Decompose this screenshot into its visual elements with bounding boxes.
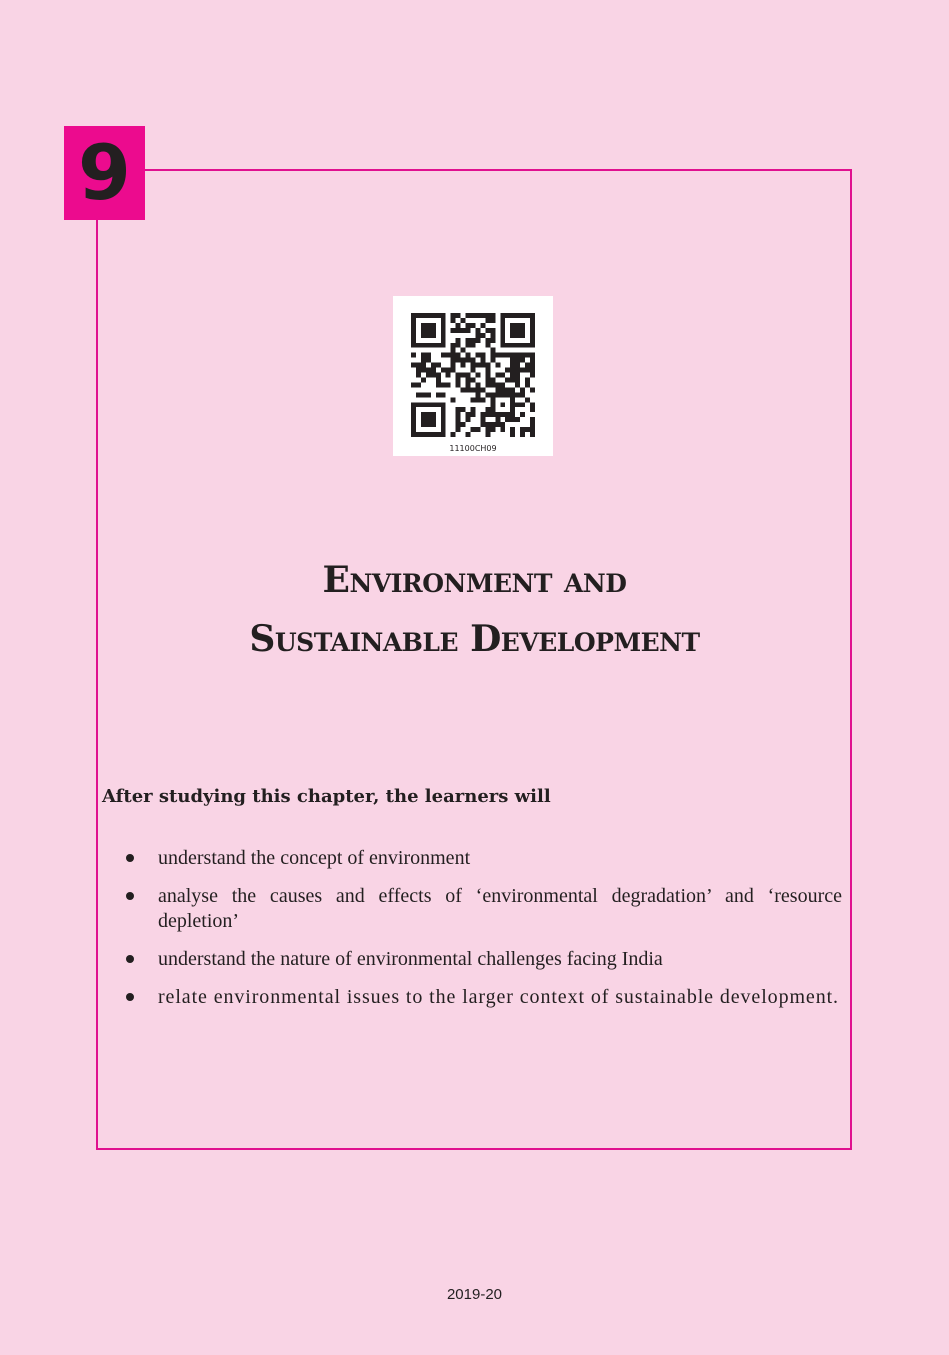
objectives-intro: After studying this chapter, the learners will: [102, 786, 551, 807]
chapter-number: 9: [78, 128, 131, 217]
objective-item: understand the concept of environment: [158, 846, 842, 871]
qr-code-icon: [410, 313, 536, 437]
qr-code-box: [393, 296, 553, 456]
footer-year: 2019-20: [446, 1286, 503, 1303]
qr-code-label: 11100CH09: [449, 444, 497, 453]
chapter-number-badge: [64, 126, 145, 220]
objective-item: analyse the causes and effects of ‘environmental degradation’ and ‘resource depletion’: [158, 885, 842, 932]
chapter-title-line-1: Environment and: [322, 559, 627, 601]
objectives-list: [158, 846, 842, 1023]
objective-item: understand the nature of environmental challenges facing India: [158, 947, 842, 972]
chapter-title-line-2: Sustainable Development: [249, 618, 700, 660]
objective-item: relate environmental issues to the larger context of sustainable development.: [158, 985, 842, 1010]
